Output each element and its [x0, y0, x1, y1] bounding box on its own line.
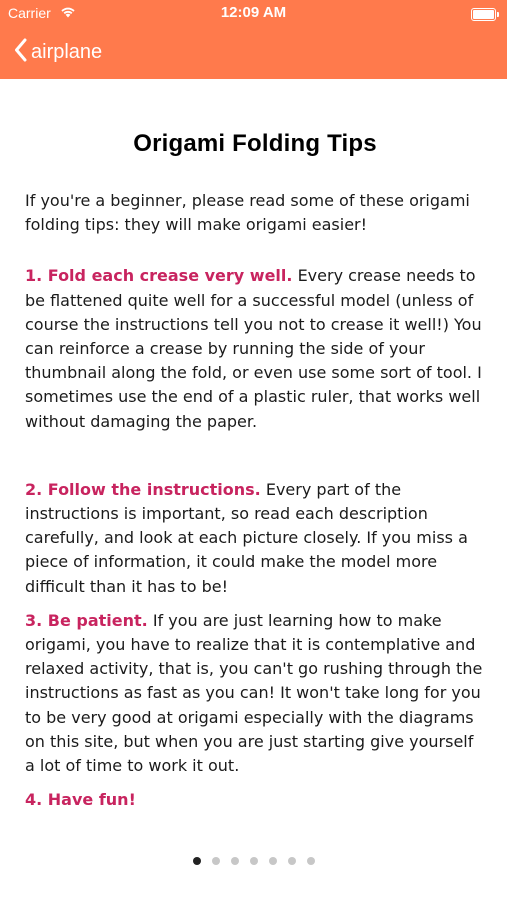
tip-body: If you are just learning how to make origami, you have to realize that it is contemplative and relaxed activity, that is, you can't go rushing through the instructions as fast as you can! It won't take long for you to be very good at origami especially with the diagrams on this site, but when you are just starting give yourself a lot of time to work it out. [25, 610, 483, 776]
tip-heading: 3. Be patient. [25, 610, 148, 630]
tip-paragraph [25, 264, 485, 433]
page-control[interactable] [0, 857, 507, 865]
tip-paragraph [25, 788, 485, 812]
tip-body: Every crease needs to be flattened quite well for a successful model (unless of course the instructions tell you not to crease it well!) You can reinforce a crease by running the side of your thumbnail along the fold, or even use some sort of tool. I sometimes use the end of a plastic ruler, that works well without damaging the paper. [25, 266, 482, 431]
battery-icon [471, 8, 496, 21]
clock: 12:09 AM [220, 4, 287, 21]
status-bar [0, 0, 507, 28]
page-dot[interactable] [231, 857, 239, 865]
page-dot[interactable] [250, 857, 258, 865]
back-button-label: airplane [31, 40, 103, 63]
page-title: Origami Folding Tips [133, 130, 377, 157]
page-dot[interactable] [288, 857, 296, 865]
tip-body: Every part of the instructions is important, so read each description carefully, and look at each picture closely. If you miss a piece of information, it could make the model more difficult than it has to be! [25, 479, 468, 596]
chevron-left-icon [14, 38, 27, 66]
tip-heading: 2. Follow the instructions. [25, 479, 261, 499]
intro-paragraph: If you're a beginner, please read some of these origami folding tips: they will make origami easier! [25, 191, 470, 235]
navigation-bar [0, 0, 507, 79]
page-dot[interactable] [269, 857, 277, 865]
back-button[interactable] [14, 37, 102, 67]
tip-paragraph [25, 478, 485, 599]
page-dot[interactable] [193, 857, 201, 865]
tips-content [25, 130, 485, 812]
page-dot[interactable] [212, 857, 220, 865]
tip-heading: 1. Fold each crease very well. [25, 266, 293, 286]
carrier-label: Carrier [8, 5, 51, 21]
tip-heading: 4. Have fun! [25, 790, 136, 810]
page-dot[interactable] [307, 857, 315, 865]
tip-paragraph [25, 609, 485, 778]
